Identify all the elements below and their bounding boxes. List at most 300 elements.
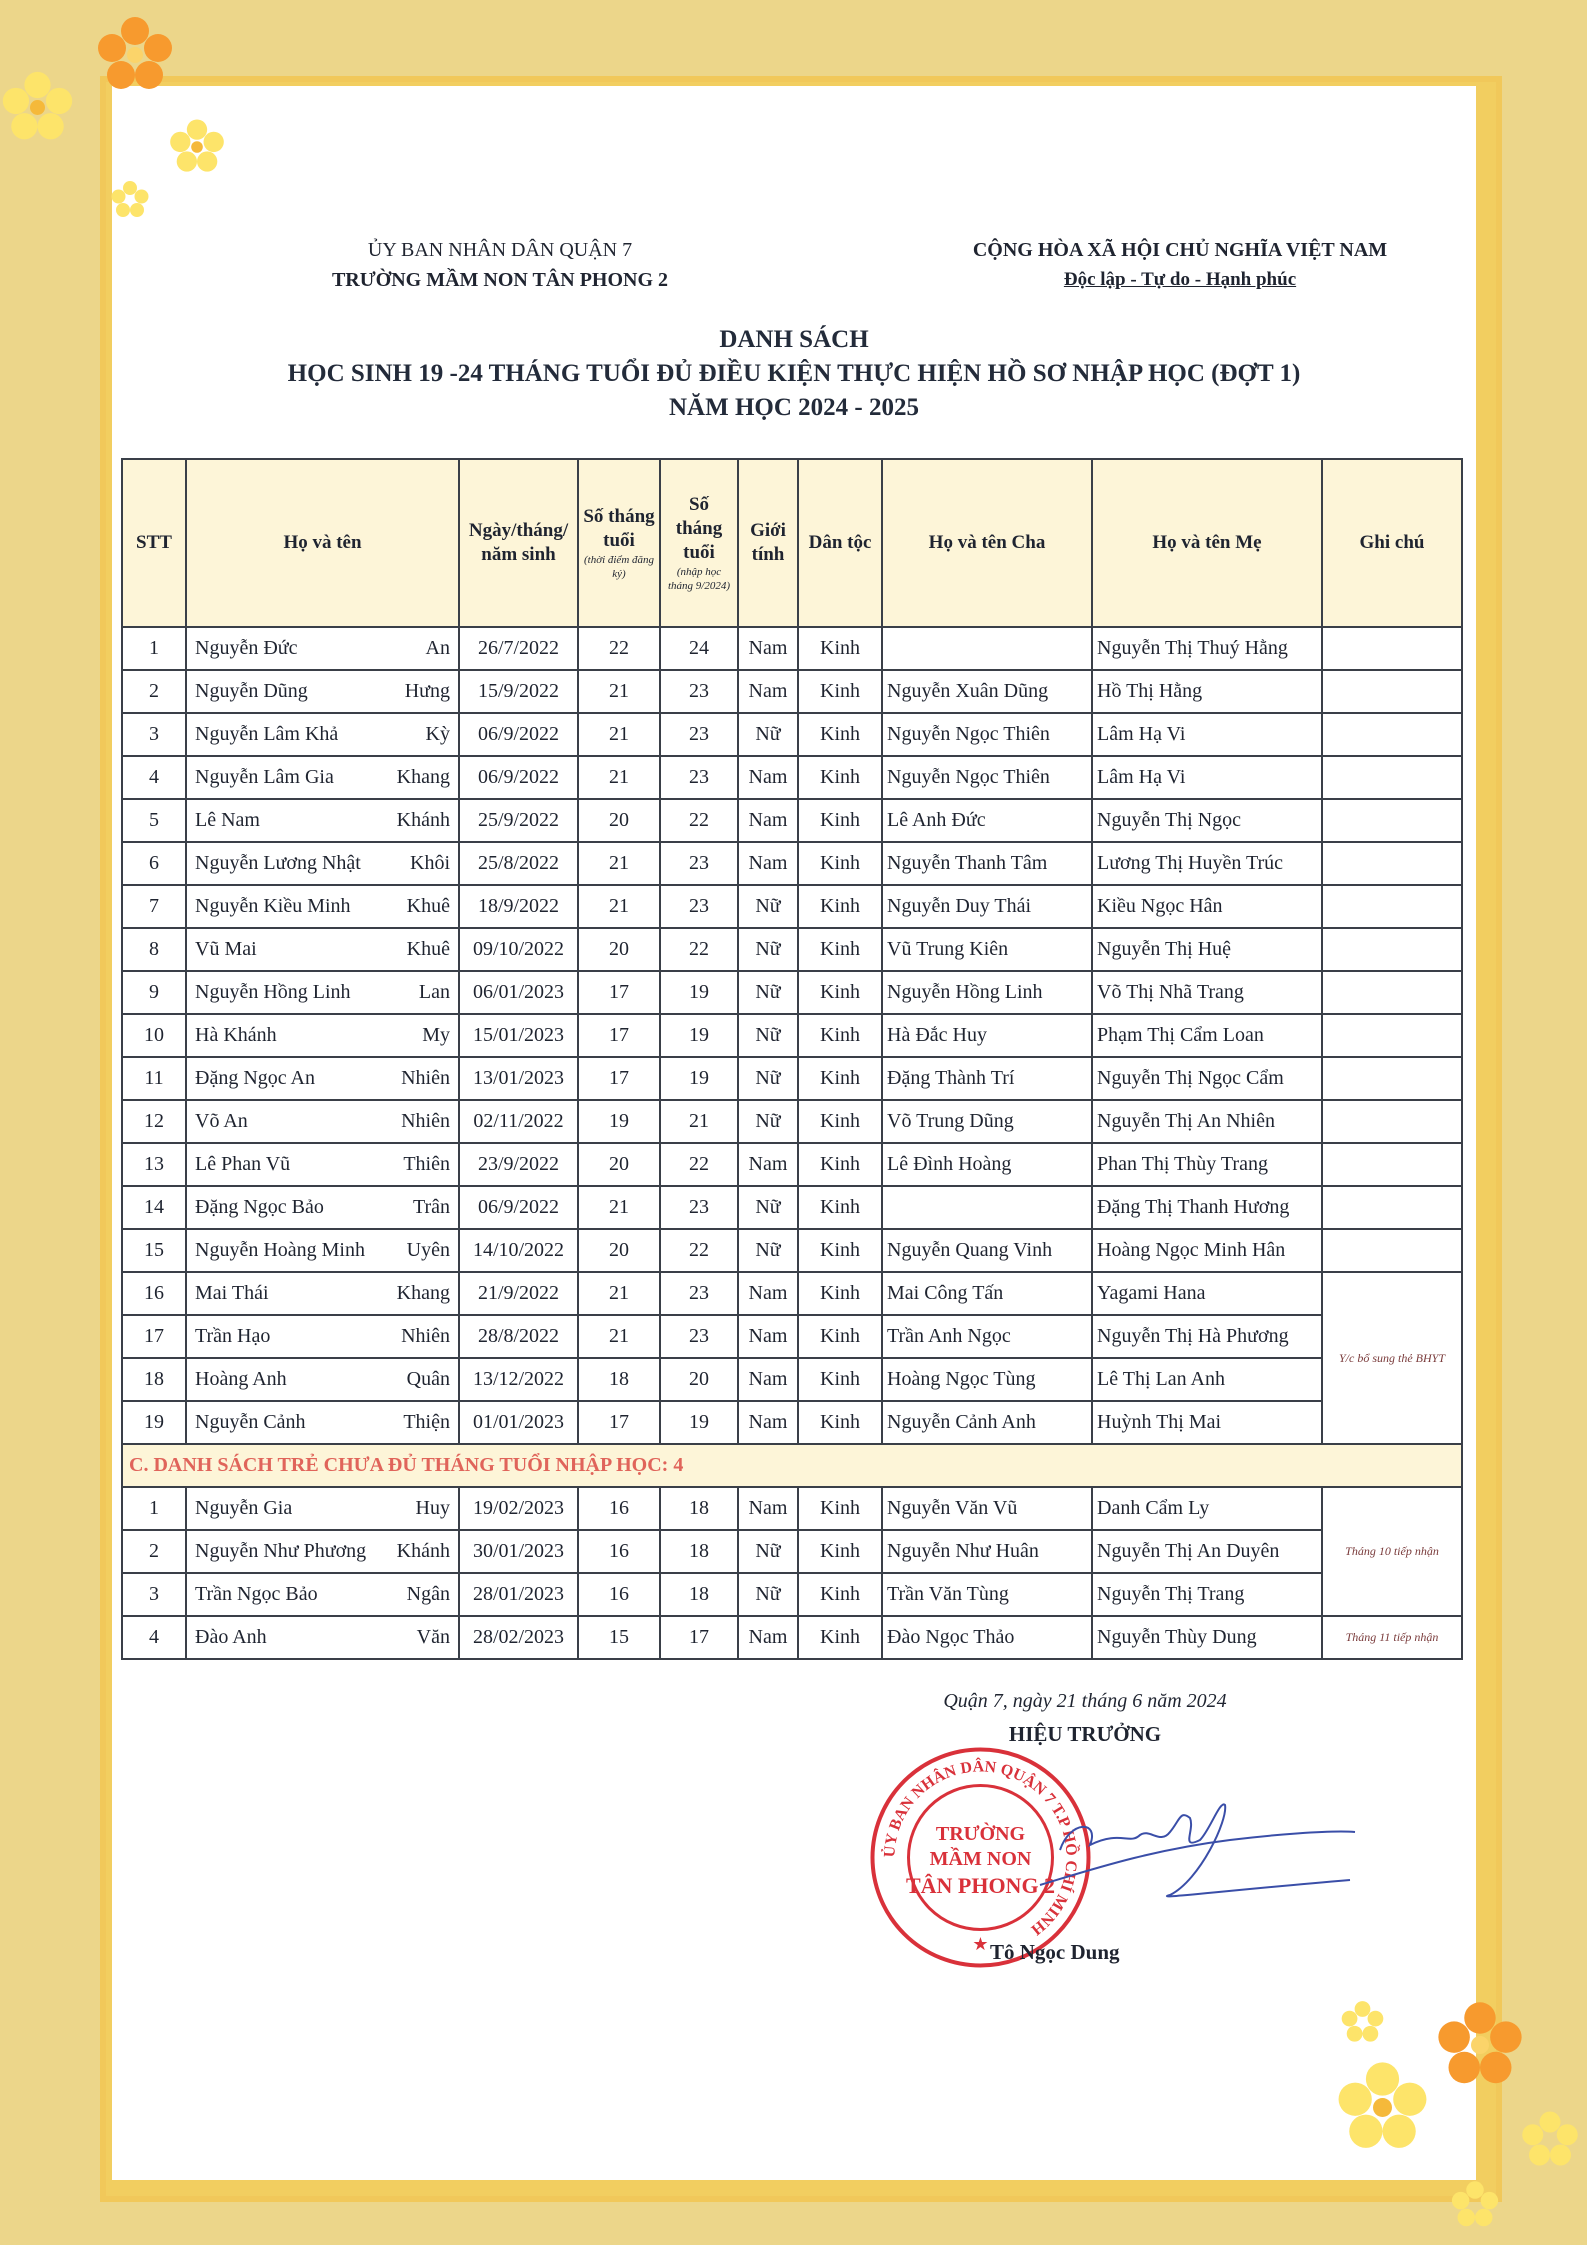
table-row [122, 1358, 1462, 1401]
cell-age-registration: 16 [578, 1487, 660, 1530]
student-roster-table [121, 458, 1463, 1660]
cell-age-registration: 21 [578, 842, 660, 885]
cell-full-name [186, 1229, 459, 1272]
cell-stt: 13 [122, 1143, 186, 1186]
cell-gender: Nam [738, 670, 798, 713]
cell-stt: 4 [122, 1616, 186, 1659]
col-header-dob: Ngày/tháng/ năm sinh [459, 459, 578, 627]
cell-first-name: Khôi [410, 852, 450, 874]
cell-last-name: Đào Anh [195, 1626, 267, 1648]
cell-full-name [186, 1186, 459, 1229]
cell-gender: Nam [738, 1143, 798, 1186]
stamp-center-line-2: MẦM NON [929, 1848, 1032, 1870]
table-row [122, 627, 1462, 670]
document-title [112, 323, 1476, 425]
cell-age-registration: 21 [578, 1186, 660, 1229]
name-wrap [191, 1540, 454, 1563]
table-row [122, 670, 1462, 713]
title-line-1: DANH SÁCH [719, 326, 869, 353]
flower-yellow-icon [0, 70, 75, 145]
cell-father [882, 1186, 1092, 1229]
cell-gender: Nam [738, 1401, 798, 1444]
cell-last-name: Nguyễn Đức [195, 637, 298, 659]
cell-first-name: Uyên [406, 1239, 450, 1261]
cell-note [1322, 1229, 1462, 1272]
cell-dob: 26/7/2022 [459, 627, 578, 670]
cell-stt: 6 [122, 842, 186, 885]
cell-note-november: Tháng 11 tiếp nhận [1322, 1616, 1462, 1659]
cell-full-name [186, 842, 459, 885]
cell-father: Vũ Trung Kiên [882, 928, 1092, 971]
cell-dob: 01/01/2023 [459, 1401, 578, 1444]
cell-dob: 06/9/2022 [459, 1186, 578, 1229]
cell-dob: 21/9/2022 [459, 1272, 578, 1315]
cell-first-name: Ngân [406, 1583, 450, 1605]
cell-first-name: Thiên [403, 1153, 450, 1175]
col-header-father: Họ và tên Cha [882, 459, 1092, 627]
cell-note [1322, 713, 1462, 756]
cell-dob: 19/02/2023 [459, 1487, 578, 1530]
table-row [122, 756, 1462, 799]
cell-stt: 4 [122, 756, 186, 799]
cell-last-name: Vũ Mai [195, 938, 257, 960]
cell-mother: Yagami Hana [1092, 1272, 1322, 1315]
cell-ethnicity: Kinh [798, 971, 882, 1014]
name-wrap [191, 1196, 454, 1219]
name-wrap [191, 1282, 454, 1305]
flower-yellow-icon [1340, 2000, 1385, 2045]
cell-first-name: Huy [415, 1497, 450, 1519]
stamp-center-line-3: TÂN PHONG 2 [905, 1873, 1056, 1898]
cell-note-october: Tháng 10 tiếp nhận [1322, 1487, 1462, 1616]
cell-first-name: Nhiên [401, 1110, 450, 1132]
cell-full-name [186, 1530, 459, 1573]
cell-dob: 02/11/2022 [459, 1100, 578, 1143]
name-wrap [191, 1325, 454, 1348]
signer-name: Tô Ngọc Dung [990, 1940, 1120, 1964]
cell-note [1322, 1143, 1462, 1186]
national-motto: Độc lập - Tự do - Hạnh phúc [1063, 269, 1297, 290]
cell-gender: Nữ [738, 713, 798, 756]
cell-age-registration: 20 [578, 1229, 660, 1272]
cell-gender: Nữ [738, 928, 798, 971]
cell-full-name [186, 713, 459, 756]
cell-stt: 9 [122, 971, 186, 1014]
stamp-ring-text: ỦY BAN NHÂN DÂN QUẬN 7 T.P HỒ CHÍ MINH [881, 1758, 1080, 1939]
col-header-mother: Họ và tên Mẹ [1092, 459, 1322, 627]
cell-full-name [186, 1616, 459, 1659]
cell-dob: 28/01/2023 [459, 1573, 578, 1616]
cell-mother: Hồ Thị Hằng [1092, 670, 1322, 713]
cell-age-enrollment: 22 [660, 1143, 738, 1186]
table-header-row [122, 459, 1462, 627]
cell-note [1322, 756, 1462, 799]
cell-ethnicity: Kinh [798, 1229, 882, 1272]
cell-mother: Lê Thị Lan Anh [1092, 1358, 1322, 1401]
cell-mother: Nguyễn Thị Ngọc [1092, 799, 1322, 842]
cell-age-enrollment: 21 [660, 1100, 738, 1143]
cell-father: Nguyễn Thanh Tâm [882, 842, 1092, 885]
cell-age-registration: 17 [578, 1057, 660, 1100]
cell-mother: Lâm Hạ Vi [1092, 713, 1322, 756]
cell-gender: Nam [738, 842, 798, 885]
name-wrap [191, 1067, 454, 1090]
flower-yellow-icon [110, 180, 150, 220]
cell-father: Nguyễn Xuân Dũng [882, 670, 1092, 713]
cell-father: Lê Đình Hoàng [882, 1143, 1092, 1186]
cell-stt: 3 [122, 1573, 186, 1616]
cell-mother: Hoàng Ngọc Minh Hân [1092, 1229, 1322, 1272]
cell-stt: 19 [122, 1401, 186, 1444]
cell-note [1322, 799, 1462, 842]
table-row [122, 1100, 1462, 1143]
cell-ethnicity: Kinh [798, 1100, 882, 1143]
cell-father: Hoàng Ngọc Tùng [882, 1358, 1092, 1401]
cell-full-name [186, 1487, 459, 1530]
name-wrap [191, 852, 454, 875]
cell-father: Nguyễn Hồng Linh [882, 971, 1092, 1014]
cell-first-name: Thiện [403, 1411, 450, 1433]
cell-mother: Lương Thị Huyền Trúc [1092, 842, 1322, 885]
table-row [122, 1616, 1462, 1659]
name-wrap [191, 766, 454, 789]
cell-full-name [186, 799, 459, 842]
name-wrap [191, 1239, 454, 1262]
table-row [122, 1530, 1462, 1573]
cell-last-name: Đặng Ngọc Bảo [195, 1196, 324, 1218]
flower-yellow-icon [1450, 2180, 1500, 2230]
name-wrap [191, 938, 454, 961]
cell-last-name: Lê Phan Vũ [195, 1153, 291, 1175]
cell-last-name: Lê Nam [195, 809, 260, 831]
name-wrap [191, 895, 454, 918]
cell-dob: 28/02/2023 [459, 1616, 578, 1659]
cell-ethnicity: Kinh [798, 756, 882, 799]
cell-note [1322, 670, 1462, 713]
cell-note [1322, 627, 1462, 670]
cell-gender: Nam [738, 799, 798, 842]
cell-gender: Nam [738, 1315, 798, 1358]
cell-age-registration: 22 [578, 627, 660, 670]
cell-age-registration: 21 [578, 670, 660, 713]
name-wrap [191, 981, 454, 1004]
cell-dob: 13/12/2022 [459, 1358, 578, 1401]
cell-stt: 14 [122, 1186, 186, 1229]
cell-full-name [186, 1401, 459, 1444]
name-wrap [191, 680, 454, 703]
cell-mother: Danh Cẩm Ly [1092, 1487, 1322, 1530]
cell-age-enrollment: 23 [660, 885, 738, 928]
cell-note [1322, 928, 1462, 971]
cell-father: Nguyễn Ngọc Thiên [882, 756, 1092, 799]
cell-age-registration: 18 [578, 1358, 660, 1401]
cell-ethnicity: Kinh [798, 1401, 882, 1444]
table-row [122, 1057, 1462, 1100]
col-header-age-enrollment [660, 459, 738, 627]
school-name: TRƯỜNG MẦM NON TÂN PHONG 2 [331, 269, 669, 291]
table-row [122, 1487, 1462, 1530]
cell-age-enrollment: 19 [660, 1057, 738, 1100]
cell-mother: Nguyễn Thị Trang [1092, 1573, 1322, 1616]
cell-note [1322, 885, 1462, 928]
cell-age-enrollment: 23 [660, 842, 738, 885]
cell-full-name [186, 1057, 459, 1100]
age-enrollment-label: Số tháng tuổi [675, 494, 723, 563]
cell-father: Nguyễn Quang Vinh [882, 1229, 1092, 1272]
cell-full-name [186, 1358, 459, 1401]
flower-orange-icon [1435, 2000, 1525, 2090]
cell-full-name [186, 670, 459, 713]
cell-full-name [186, 1315, 459, 1358]
cell-gender: Nữ [738, 1229, 798, 1272]
cell-last-name: Nguyễn Lương Nhật [195, 852, 361, 874]
table-row [122, 842, 1462, 885]
cell-stt: 1 [122, 1487, 186, 1530]
cell-father: Lê Anh Đức [882, 799, 1092, 842]
cell-first-name: Trân [412, 1196, 450, 1218]
table-row [122, 928, 1462, 971]
cell-ethnicity: Kinh [798, 713, 882, 756]
cell-last-name: Nguyễn Kiều Minh [195, 895, 351, 917]
cell-dob: 25/8/2022 [459, 842, 578, 885]
cell-father: Đào Ngọc Thảo [882, 1616, 1092, 1659]
cell-dob: 14/10/2022 [459, 1229, 578, 1272]
cell-age-enrollment: 19 [660, 1401, 738, 1444]
cell-age-enrollment: 19 [660, 1014, 738, 1057]
cell-note [1322, 1057, 1462, 1100]
name-wrap [191, 1411, 454, 1434]
cell-dob: 15/01/2023 [459, 1014, 578, 1057]
cell-full-name [186, 1573, 459, 1616]
cell-age-registration: 20 [578, 799, 660, 842]
cell-first-name: An [425, 637, 450, 659]
title-line-2: HỌC SINH 19 -24 THÁNG TUỔI ĐỦ ĐIỀU KIỆN THỰC HIỆN HỒ SƠ NHẬP HỌC (ĐỢT 1) [287, 360, 1301, 387]
cell-mother: Kiều Ngọc Hân [1092, 885, 1322, 928]
cell-mother: Lâm Hạ Vi [1092, 756, 1322, 799]
cell-age-enrollment: 22 [660, 928, 738, 971]
cell-note [1322, 1186, 1462, 1229]
signature-icon [1030, 1790, 1360, 1910]
cell-dob: 06/9/2022 [459, 756, 578, 799]
cell-age-enrollment: 18 [660, 1573, 738, 1616]
cell-dob: 18/9/2022 [459, 885, 578, 928]
cell-full-name [186, 971, 459, 1014]
cell-last-name: Võ An [195, 1110, 248, 1132]
table-row [122, 971, 1462, 1014]
cell-mother: Đặng Thị Thanh Hương [1092, 1186, 1322, 1229]
cell-mother: Nguyễn Thị Thuý Hằng [1092, 627, 1322, 670]
cell-ethnicity: Kinh [798, 1014, 882, 1057]
col-header-ethnicity: Dân tộc [798, 459, 882, 627]
cell-first-name: Khang [396, 766, 450, 788]
cell-gender: Nữ [738, 1057, 798, 1100]
cell-first-name: Khánh [396, 809, 450, 831]
cell-ethnicity: Kinh [798, 1573, 882, 1616]
cell-ethnicity: Kinh [798, 885, 882, 928]
stamp-star-icon: ★ [972, 1934, 989, 1954]
cell-father [882, 627, 1092, 670]
cell-ethnicity: Kinh [798, 1530, 882, 1573]
cell-father: Nguyễn Duy Thái [882, 885, 1092, 928]
principal-title: HIỆU TRƯỞNG [1008, 1722, 1162, 1746]
name-wrap [191, 1497, 454, 1520]
cell-full-name [186, 1014, 459, 1057]
name-wrap [191, 1368, 454, 1391]
cell-stt: 3 [122, 713, 186, 756]
cell-mother: Nguyễn Thùy Dung [1092, 1616, 1322, 1659]
cell-ethnicity: Kinh [798, 1272, 882, 1315]
col-header-stt: STT [122, 459, 186, 627]
age-enrollment-note: (nhập học tháng 9/2024) [667, 566, 731, 592]
name-wrap [191, 1626, 454, 1649]
cell-stt: 5 [122, 799, 186, 842]
cell-mother: Phạm Thị Cẩm Loan [1092, 1014, 1322, 1057]
section-c-row [122, 1444, 1462, 1487]
cell-dob: 06/01/2023 [459, 971, 578, 1014]
cell-dob: 09/10/2022 [459, 928, 578, 971]
cell-gender: Nam [738, 1272, 798, 1315]
table-row [122, 1401, 1462, 1444]
cell-mother: Nguyễn Thị An Duyên [1092, 1530, 1322, 1573]
cell-stt: 12 [122, 1100, 186, 1143]
cell-gender: Nữ [738, 1014, 798, 1057]
cell-stt: 2 [122, 670, 186, 713]
cell-note [1322, 1100, 1462, 1143]
authority-header [250, 235, 750, 295]
cell-gender: Nữ [738, 1530, 798, 1573]
cell-last-name: Hoàng Anh [195, 1368, 287, 1390]
cell-note [1322, 971, 1462, 1014]
name-wrap [191, 809, 454, 832]
cell-last-name: Nguyễn Lâm Gia [195, 766, 334, 788]
cell-ethnicity: Kinh [798, 670, 882, 713]
cell-last-name: Nguyễn Lâm Khả [195, 723, 339, 745]
cell-father: Mai Công Tấn [882, 1272, 1092, 1315]
cell-ethnicity: Kinh [798, 1487, 882, 1530]
cell-ethnicity: Kinh [798, 1616, 882, 1659]
cell-full-name [186, 1272, 459, 1315]
cell-first-name: Nhiên [401, 1325, 450, 1347]
cell-age-registration: 21 [578, 713, 660, 756]
cell-age-registration: 16 [578, 1573, 660, 1616]
cell-mother: Phan Thị Thùy Trang [1092, 1143, 1322, 1186]
cell-ethnicity: Kinh [798, 1186, 882, 1229]
cell-gender: Nữ [738, 1100, 798, 1143]
cell-father: Trần Anh Ngọc [882, 1315, 1092, 1358]
table-row [122, 1315, 1462, 1358]
cell-note [1322, 842, 1462, 885]
cell-gender: Nữ [738, 885, 798, 928]
cell-last-name: Nguyễn Cảnh [195, 1411, 306, 1433]
cell-dob: 13/01/2023 [459, 1057, 578, 1100]
cell-age-registration: 20 [578, 928, 660, 971]
cell-last-name: Nguyễn Hồng Linh [195, 981, 351, 1003]
cell-stt: 1 [122, 627, 186, 670]
cell-mother: Nguyễn Thị An Nhiên [1092, 1100, 1322, 1143]
cell-father: Đặng Thành Trí [882, 1057, 1092, 1100]
cell-mother: Võ Thị Nhã Trang [1092, 971, 1322, 1014]
cell-stt: 10 [122, 1014, 186, 1057]
cell-dob: 15/9/2022 [459, 670, 578, 713]
cell-age-enrollment: 23 [660, 1272, 738, 1315]
cell-dob: 06/9/2022 [459, 713, 578, 756]
cell-father: Nguyễn Như Huân [882, 1530, 1092, 1573]
cell-first-name: Khuê [406, 895, 450, 917]
cell-father: Võ Trung Dũng [882, 1100, 1092, 1143]
cell-dob: 30/01/2023 [459, 1530, 578, 1573]
stamp-center-line-1: TRƯỜNG [935, 1823, 1026, 1845]
cell-father: Hà Đắc Huy [882, 1014, 1092, 1057]
cell-stt: 7 [122, 885, 186, 928]
cell-ethnicity: Kinh [798, 627, 882, 670]
cell-age-enrollment: 24 [660, 627, 738, 670]
table-row [122, 1014, 1462, 1057]
cell-gender: Nữ [738, 1186, 798, 1229]
national-header [870, 235, 1490, 295]
cell-stt: 11 [122, 1057, 186, 1100]
cell-note-bhyt: Y/c bổ sung thẻ BHYT [1322, 1272, 1462, 1444]
cell-last-name: Mai Thái [195, 1282, 269, 1304]
cell-stt: 15 [122, 1229, 186, 1272]
cell-age-enrollment: 17 [660, 1616, 738, 1659]
cell-age-enrollment: 20 [660, 1358, 738, 1401]
cell-first-name: Khuê [406, 938, 450, 960]
cell-ethnicity: Kinh [798, 1315, 882, 1358]
table-row [122, 1573, 1462, 1616]
table-row [122, 1229, 1462, 1272]
cell-ethnicity: Kinh [798, 1143, 882, 1186]
cell-stt: 8 [122, 928, 186, 971]
name-wrap [191, 637, 454, 660]
age-registration-note: (thời điểm đăng ký) [583, 554, 655, 580]
table-row [122, 885, 1462, 928]
cell-first-name: Kỳ [425, 723, 450, 745]
table-row [122, 713, 1462, 756]
cell-ethnicity: Kinh [798, 799, 882, 842]
cell-mother: Nguyễn Thị Huệ [1092, 928, 1322, 971]
cell-first-name: Khang [396, 1282, 450, 1304]
col-header-name: Họ và tên [186, 459, 459, 627]
cell-age-registration: 20 [578, 1143, 660, 1186]
cell-last-name: Đặng Ngọc An [195, 1067, 315, 1089]
cell-dob: 23/9/2022 [459, 1143, 578, 1186]
cell-ethnicity: Kinh [798, 1057, 882, 1100]
cell-father: Trần Văn Tùng [882, 1573, 1092, 1616]
cell-father: Nguyễn Văn Vũ [882, 1487, 1092, 1530]
cell-stt: 18 [122, 1358, 186, 1401]
cell-first-name: Lan [418, 981, 450, 1003]
cell-last-name: Nguyễn Hoàng Minh [195, 1239, 365, 1261]
col-header-gender: Giới tính [738, 459, 798, 627]
cell-full-name [186, 1143, 459, 1186]
cell-gender: Nữ [738, 1573, 798, 1616]
cell-first-name: Hưng [404, 680, 450, 702]
roster-body [122, 627, 1462, 1659]
name-wrap [191, 1024, 454, 1047]
signing-date: Quận 7, ngày 21 tháng 6 năm 2024 [943, 1690, 1227, 1712]
cell-age-enrollment: 23 [660, 713, 738, 756]
cell-age-enrollment: 19 [660, 971, 738, 1014]
col-header-note: Ghi chú [1322, 459, 1462, 627]
cell-age-registration: 17 [578, 1014, 660, 1057]
cell-father: Nguyễn Cảnh Anh [882, 1401, 1092, 1444]
cell-gender: Nam [738, 1487, 798, 1530]
cell-age-enrollment: 23 [660, 1186, 738, 1229]
cell-full-name [186, 756, 459, 799]
cell-stt: 17 [122, 1315, 186, 1358]
cell-age-enrollment: 18 [660, 1487, 738, 1530]
national-title: CỘNG HÒA XÃ HỘI CHỦ NGHĨA VIỆT NAM [972, 239, 1388, 261]
